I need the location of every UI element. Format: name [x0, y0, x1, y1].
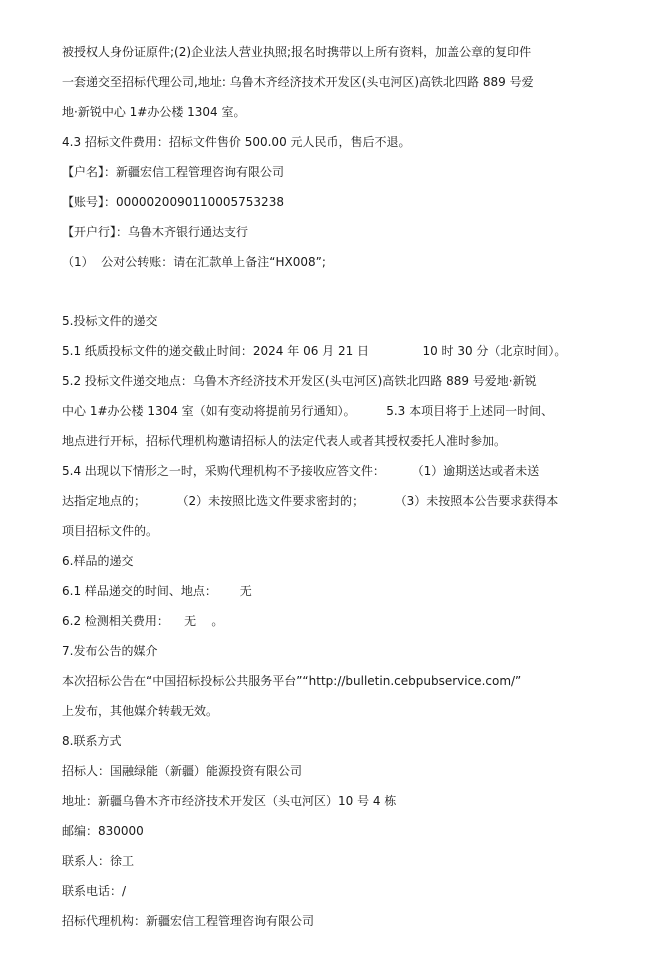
contact-phone-line: 联系电话：/	[62, 884, 127, 898]
tenderer-line: 招标人：国融绿能（新疆）能源投资有限公司	[62, 764, 303, 778]
account-number-line: 【账号】：0000020090110005753238	[62, 195, 284, 209]
section-5-title: 5.投标文件的递交	[62, 314, 158, 328]
text-line: 被授权人身份证原件;(2)企业法人营业执照;报名时携带以上所有资料，加盖公章的复印件	[62, 45, 532, 59]
text-line: 上发布，其他媒介转载无效。	[62, 704, 219, 718]
contact-person-line: 联系人：徐工	[62, 854, 135, 868]
transfer-note-line: （1） 公对公转账：请在汇款单上备注“HX008”;	[62, 255, 326, 269]
postcode-line: 邮编：830000	[62, 824, 144, 838]
document-body	[62, 37, 607, 936]
text-line: 5.4 出现以下情形之一时，采购代理机构不予接收应答文件： （1）逾期送达或者未送	[62, 464, 540, 478]
spacer	[62, 277, 607, 306]
section-8-title: 8.联系方式	[62, 734, 122, 748]
text-line: 项目招标文件的。	[62, 524, 159, 538]
text-line: 5.1 纸质投标文件的递交截止时间：2024 年 06 月 21 日 10 时 30 分（北京时间）。	[62, 344, 567, 358]
bank-line: 【开户行】：乌鲁木齐银行通达支行	[62, 225, 249, 239]
fee-line: 4.3 招标文件费用：招标文件售价 500.00 元人民币，售后不退。	[62, 135, 411, 149]
agency-line: 招标代理机构：新疆宏信工程管理咨询有限公司	[62, 914, 315, 928]
section-6-title: 6.样品的递交	[62, 554, 134, 568]
text-line: 一套递交至招标代理公司,地址: 乌鲁木齐经济技术开发区(头屯河区)高铁北四路 889 号爱	[62, 75, 534, 89]
section-7-title: 7.发布公告的媒介	[62, 644, 158, 658]
text-line: 达指定地点的； （2）未按照比选文件要求密封的； （3）未按照本公告要求获得本	[62, 494, 559, 508]
text-line: 本次招标公告在“中国招标投标公共服务平台”“http://bulletin.cebpubservice.com/”	[62, 674, 522, 688]
text-line: 5.2 投标文件递交地点：乌鲁木齐经济技术开发区(头屯河区)高铁北四路 889 号爱地·新锐	[62, 374, 537, 388]
text-line: 6.2 检测相关费用： 无 。	[62, 614, 224, 628]
text-line: 6.1 样品递交的时间、地点： 无	[62, 584, 252, 598]
text-line: 地点进行开标，招标代理机构邀请招标人的法定代表人或者其授权委托人准时参加。	[62, 434, 507, 448]
account-name-line: 【户名】：新疆宏信工程管理咨询有限公司	[62, 165, 285, 179]
address-line: 地址：新疆乌鲁木齐市经济技术开发区（头屯河区）10 号 4 栋	[62, 794, 397, 808]
text-line: 地·新锐中心 1#办公楼 1304 室。	[62, 105, 246, 119]
text-line: 中心 1#办公楼 1304 室（如有变动将提前另行通知）。 5.3 本项目将于上述同一时间、	[62, 404, 554, 418]
